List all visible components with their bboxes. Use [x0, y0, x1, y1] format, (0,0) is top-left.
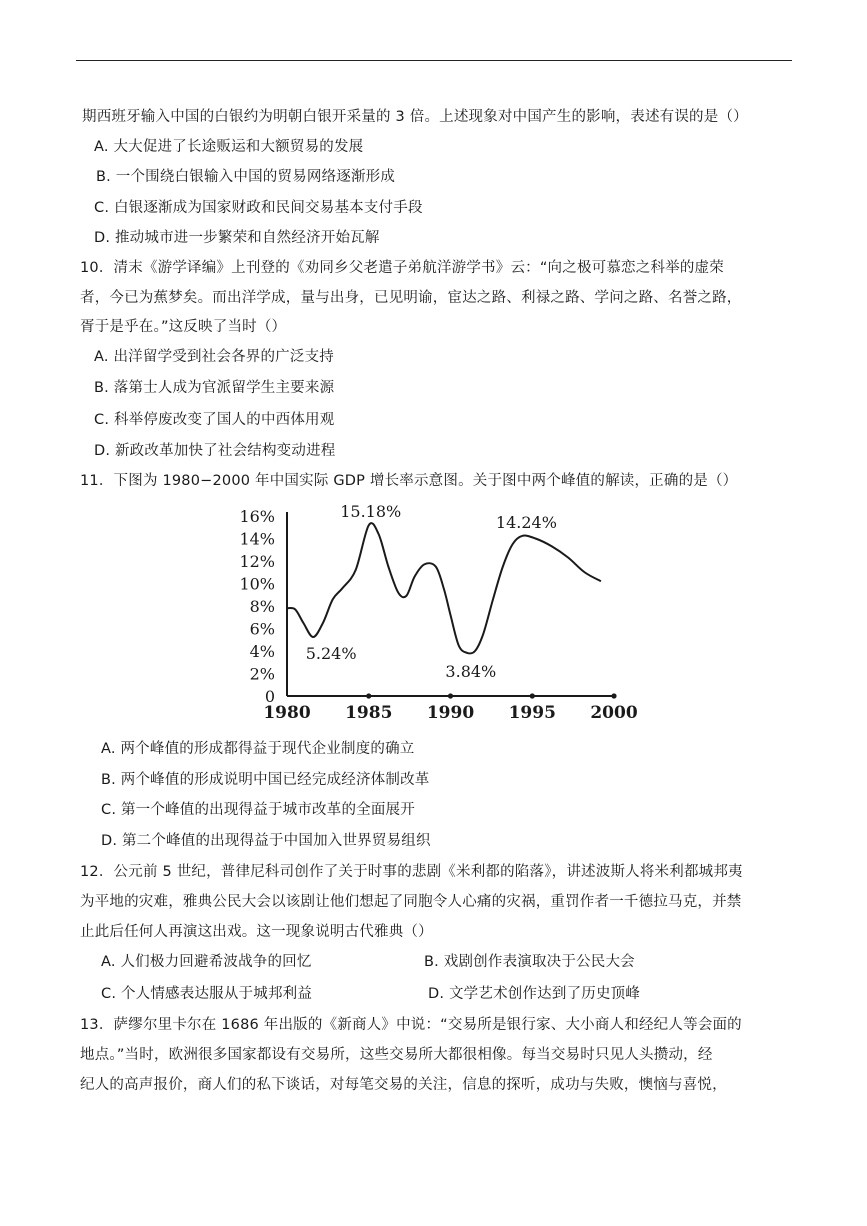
gdp-growth-line	[287, 523, 601, 653]
x-tick-mark	[448, 693, 453, 698]
question-12-option-c: C. 个人情感表达服从于城邦利益	[101, 986, 313, 1002]
x-tick-mark	[366, 693, 371, 698]
question-9-option-a: A. 大大促进了长途贩运和大额贸易的发展	[94, 139, 364, 155]
x-tick-label: 1985	[345, 703, 393, 723]
question-12-stem-1: 12．公元前 5 世纪，普律尼科司创作了关于时事的悲剧《米利都的陷落》，讲述波斯人将米利都城邦夷	[80, 864, 743, 880]
question-9-stem-end: 期西班牙输入中国的白银约为明朝白银开采量的 3 倍。上述现象对中国产生的影响，表述有误的是（）	[82, 109, 748, 125]
y-tick-label: 2%	[249, 664, 275, 684]
question-10-stem-2: 者，今已为蕉梦矣。而出洋学成，量与出身，已见明谕，宦达之路、利禄之路、学问之路、名誉之路，	[80, 290, 742, 306]
y-tick-label: 0	[264, 687, 275, 706]
question-13-stem-2: 地点。”当时，欧洲很多国家都设有交易所，这些交易所大都很相像。每当交易时只见人头攒动，经	[80, 1047, 713, 1063]
question-13-stem-1: 13．萨缪尔里卡尔在 1686 年出版的《新商人》中说：“交易所是银行家、大小商人和经纪人等会面的	[80, 1017, 742, 1033]
question-11-option-c: C. 第一个峰值的出现得益于城市改革的全面展开	[101, 802, 415, 818]
y-tick-label: 14%	[239, 529, 275, 549]
question-12-option-d: D. 文学艺术创作达到了历史顶峰	[428, 986, 641, 1002]
question-12-option-b: B. 戏剧创作表演取决于公民大会	[424, 954, 635, 970]
question-12-option-a: A. 人们极力回避希波战争的回忆	[101, 954, 312, 970]
question-9-option-b: B. 一个围绕白银输入中国的贸易网络逐渐形成	[96, 169, 396, 185]
header-rule	[76, 60, 792, 61]
y-tick-label: 10%	[239, 574, 275, 594]
question-13-stem-3: 纪人的高声报价，商人们的私下谈话，对每笔交易的关注，信息的探听，成功与失败，懊恼与喜悦，	[80, 1077, 727, 1093]
x-tick-label: 1990	[426, 703, 475, 723]
peak-value-label: 14.24%	[495, 512, 557, 532]
question-9-option-d: D. 推动城市进一步繁荣和自然经济开始瓦解	[94, 230, 380, 246]
x-tick-mark	[611, 693, 616, 698]
peak-value-label: 15.18%	[340, 502, 402, 522]
x-tick-label: 1995	[508, 703, 556, 723]
question-11-stem: 11．下图为 1980−2000 年中国实际 GDP 增长率示意图。关于图中两个峰值的解读，正确的是（）	[80, 473, 738, 489]
peak-value-label: 3.84%	[445, 661, 497, 681]
question-12-stem-3: 止此后任何人再演这出戏。这一现象说明古代雅典（）	[80, 924, 433, 940]
question-10-option-b: B. 落第士人成为官派留学生主要来源	[94, 380, 335, 396]
question-11-option-a: A. 两个峰值的形成都得益于现代企业制度的确立	[101, 741, 415, 757]
question-11-option-d: D. 第二个峰值的出现得益于中国加入世界贸易组织	[101, 833, 431, 849]
question-10-option-c: C. 科举停废改变了国人的中西体用观	[94, 412, 335, 428]
y-axis-ticks	[239, 507, 275, 706]
y-tick-label: 12%	[239, 552, 275, 571]
question-10-stem-1: 10．清末《游学译编》上刊登的《劝同乡父老遣子弟航洋游学书》云：“向之极可慕恋之科举的虚荣	[80, 260, 724, 276]
question-10-option-a: A. 出洋留学受到社会各界的广泛支持	[94, 349, 334, 365]
question-11-option-b: B. 两个峰值的形成说明中国已经完成经济体制改革	[101, 772, 430, 788]
x-tick-mark	[530, 693, 535, 698]
question-9-option-c: C. 白银逐渐成为国家财政和民间交易基本支付手段	[94, 200, 423, 216]
y-tick-label: 6%	[249, 619, 275, 639]
question-12-stem-2: 为平地的灾难，雅典公民大会以该剧让他们想起了同胞令人心痛的灾祸，重罚作者一千德拉马克，并禁	[80, 894, 742, 910]
y-tick-label: 8%	[249, 597, 275, 616]
y-tick-label: 4%	[249, 642, 275, 661]
y-tick-label: 16%	[239, 507, 275, 526]
question-10-stem-3: 胥于是乎在。”这反映了当时（）	[80, 319, 287, 335]
gdp-growth-chart	[226, 500, 646, 730]
chart-annotations	[306, 502, 557, 681]
chart-series	[287, 523, 601, 653]
x-tick-label: 1980	[263, 703, 311, 723]
question-10-option-d: D. 新政改革加快了社会结构变动进程	[94, 443, 336, 459]
x-tick-label: 2000	[590, 703, 638, 723]
peak-value-label: 5.24%	[305, 644, 357, 664]
x-axis-ticks	[263, 693, 637, 723]
